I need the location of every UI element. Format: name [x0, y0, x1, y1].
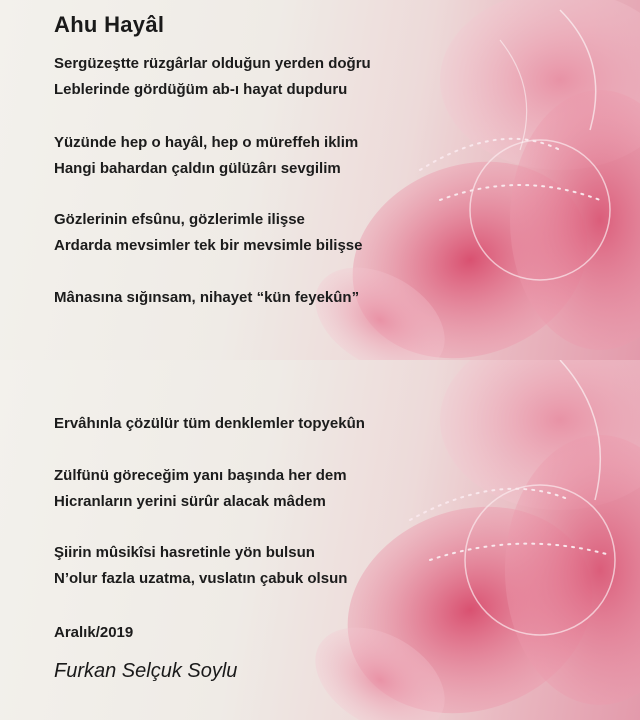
poem-line: Şiirin mûsikîsi hasretinle yön bulsun: [54, 544, 315, 561]
poem-line: N’olur fazla uzatma, vuslatın çabuk olsun: [54, 570, 348, 587]
poem-line: Gözlerinin efsûnu, gözlerimle ilişse: [54, 211, 305, 228]
poem-title: Ahu Hayâl: [54, 12, 165, 37]
poem-line: Ardarda mevsimler tek bir mevsimle bilişse: [54, 237, 363, 254]
poem-line: Zülfünü göreceğim yanı başında her dem: [54, 467, 347, 484]
poem-line: Ervâhınla çözülür tüm denklemler topyekûn: [54, 415, 365, 432]
poem-line: Sergüzeştte rüzgârlar olduğun yerden doğru: [54, 55, 371, 72]
poem-line: Hangi bahardan çaldın gülüzârı sevgilim: [54, 160, 341, 177]
poem-date: Aralık/2019: [54, 624, 134, 641]
poem-line: Yüzünde hep o hayâl, hep o müreffeh iklim: [54, 134, 359, 151]
poem-author: Furkan Selçuk Soylu: [54, 660, 238, 682]
poem-line: Mânasına sığınsam, nihayet “kün feyekûn”: [54, 289, 360, 306]
poem-line: Leblerinde gördüğüm ab-ı hayat dupduru: [54, 81, 348, 98]
poem-line: Hicranların yerini sürûr alacak mâdem: [54, 493, 326, 510]
